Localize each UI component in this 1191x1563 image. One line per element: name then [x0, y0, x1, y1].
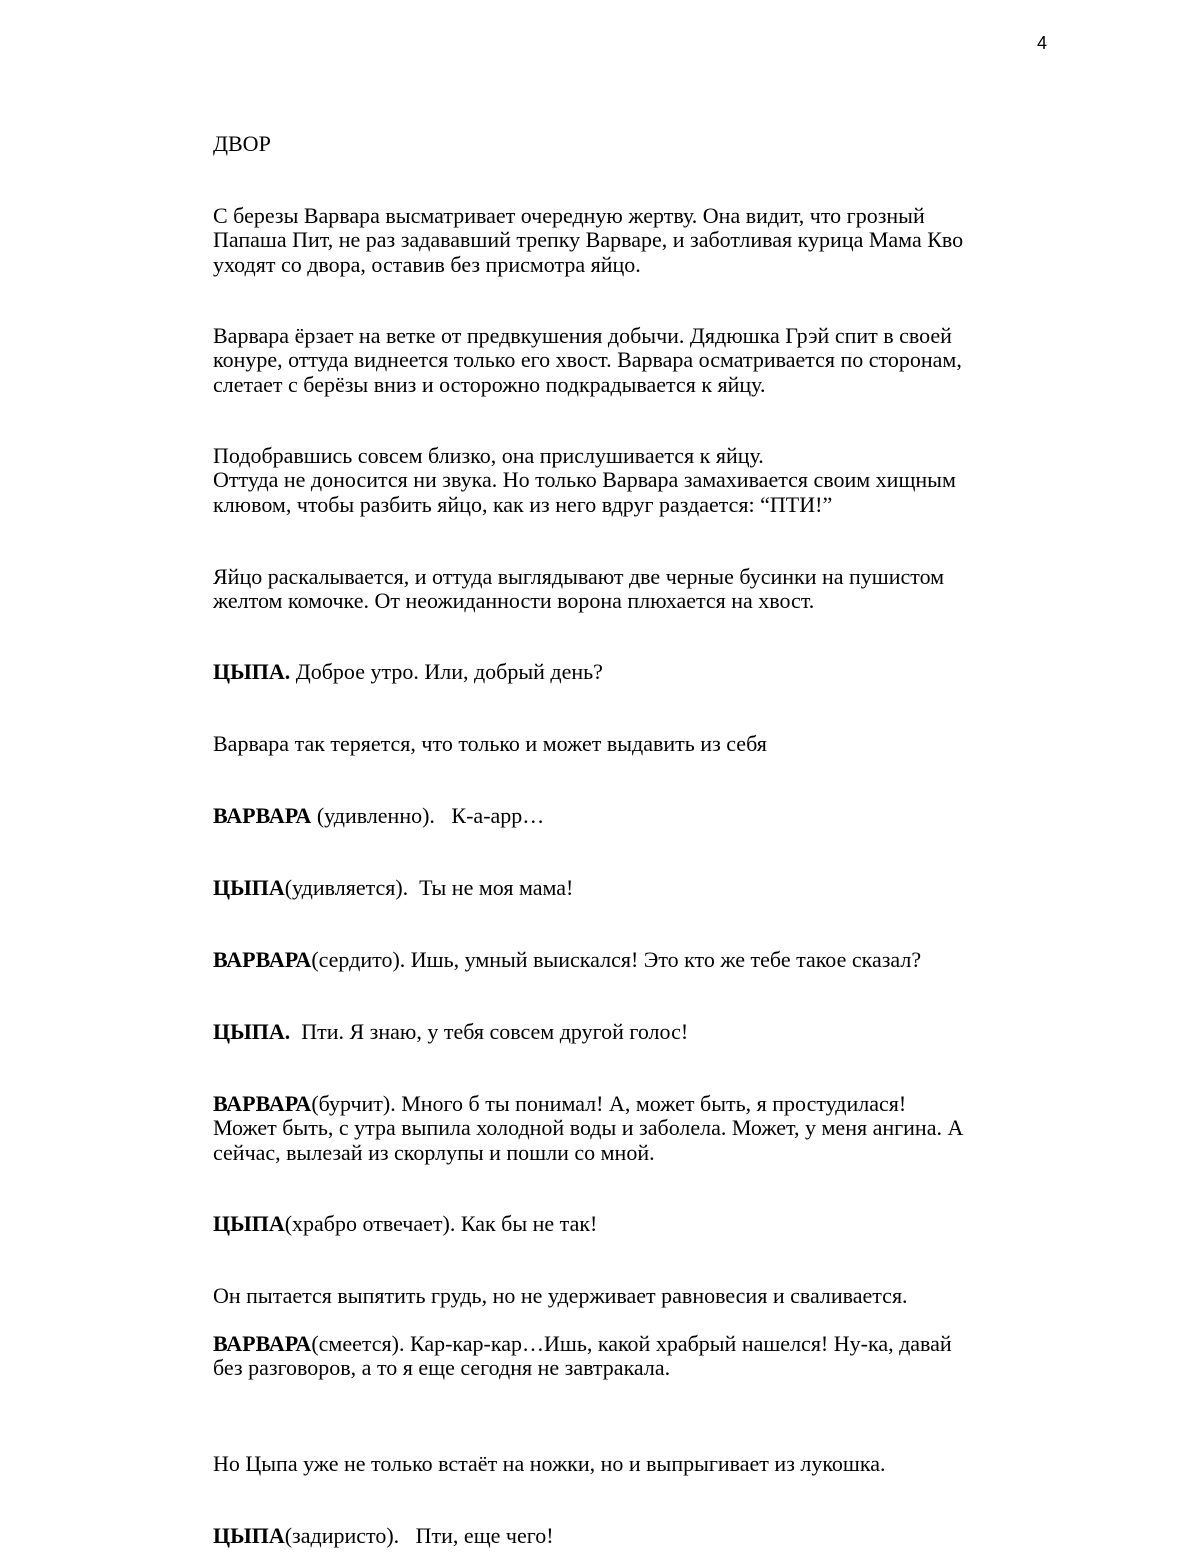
speaker-name: ВАРВАРА: [213, 1091, 312, 1116]
speaker-name: ЦЫПА.: [213, 659, 291, 684]
line-text: желтом комочке. От неожиданности ворона плюхается на хвост.: [213, 588, 815, 614]
text-line: [213, 1332, 952, 1356]
line-text: (храбро отвечает). Как бы не так!: [284, 1211, 598, 1236]
stage-direction: [213, 444, 956, 517]
page-number: 4: [1037, 33, 1048, 53]
line-text: сейчас, вылезай из скорлупы и пошли со мной.: [213, 1139, 655, 1165]
text-line: [213, 1356, 952, 1380]
text-line: [213, 660, 603, 684]
line-text: (сердито). Ишь, умный выискался! Это кто же тебе такое сказал?: [311, 947, 922, 972]
line-text: без разговоров, а то я еще сегодня не завтракала.: [213, 1355, 671, 1381]
dialogue-line: [213, 1212, 597, 1236]
text-line: [213, 373, 962, 397]
text-line: [213, 1284, 908, 1308]
stage-direction: [213, 324, 962, 397]
text-line: [213, 253, 963, 277]
text-line: [213, 732, 767, 756]
line-text: Оттуда не доносится ни звука. Но только Варвара замахивается своим хищным: [213, 467, 956, 493]
speaker-name: ВАРВАРА: [213, 1331, 312, 1356]
line-text: Он пытается выпятить грудь, но не удерживает равновесия и сваливается.: [213, 1283, 908, 1308]
stage-direction: [213, 1284, 908, 1308]
text-line: [213, 1524, 554, 1548]
line-text: слетает с берёзы вниз и осторожно подкрадывается к яйцу.: [213, 371, 766, 397]
text-line: [213, 1092, 963, 1116]
text-line: [213, 876, 573, 900]
text-line: [213, 468, 956, 492]
text-line: [213, 948, 921, 972]
text-line: [213, 1212, 597, 1236]
speaker-name: ВАРВАРА: [213, 947, 312, 972]
line-text: (смеется). Кар-кар-кар…Ишь, какой храбрый нашелся! Ну-ка, давай: [311, 1331, 952, 1356]
line-text: (бурчит). Много б ты понимал! А, может быть, я простудилася!: [311, 1091, 907, 1116]
speaker-name: ЦЫПА: [213, 1211, 285, 1236]
line-text: Яйцо раскалывается, и оттуда выглядывают две черные бусинки на пушистом: [213, 564, 945, 589]
dialogue-line: [213, 804, 544, 828]
line-text: Варвара так теряется, что только и может выдавить из себя: [213, 731, 767, 756]
text-line: [213, 1141, 963, 1165]
text-line: [213, 324, 962, 348]
line-text: (удивляется). Ты не моя мама!: [284, 875, 574, 900]
dialogue-line: [213, 876, 573, 900]
text-line: [213, 1116, 963, 1140]
stage-direction: [213, 732, 767, 756]
dialogue-line: [213, 1332, 952, 1381]
line-text: Но Цыпа уже не только встаёт на ножки, но и выпрыгивает из лукошка.: [213, 1451, 886, 1476]
speaker-name: ЦЫПА: [213, 1523, 285, 1548]
text-line: [213, 348, 962, 372]
dialogue-line: [213, 948, 921, 972]
line-text: Пти. Я знаю, у тебя совсем другой голос!: [290, 1019, 689, 1044]
text-line: [213, 565, 944, 589]
line-text: конуре, оттуда виднеется только его хвост. Варвара осматривается по сторонам,: [213, 347, 962, 373]
speaker-name: ЦЫПА.: [213, 1019, 291, 1044]
stage-direction: [213, 204, 963, 277]
line-text: Варвара ёрзает на ветке от предвкушения добычи. Дядюшка Грэй спит в своей: [213, 323, 952, 348]
text-line: [213, 589, 944, 613]
stage-direction: [213, 565, 944, 614]
text-line: [213, 1452, 886, 1476]
line-text: (задиристо). Пти, еще чего!: [284, 1523, 554, 1548]
line-text: Доброе утро. Или, добрый день?: [290, 659, 603, 684]
text-line: [213, 132, 271, 156]
scene-heading: [213, 132, 271, 156]
dialogue-line: [213, 1020, 688, 1044]
line-text: клювом, чтобы разбить яйцо, как из него вдруг раздается: “ПТИ!”: [213, 491, 833, 517]
text-line: [213, 493, 956, 517]
line-text: (удивленно). К-а-арр…: [311, 803, 545, 828]
text-line: [213, 228, 963, 252]
dialogue-line: [213, 1092, 963, 1165]
text-line: [213, 804, 544, 828]
dialogue-line: [213, 660, 603, 684]
line-text: С березы Варвара высматривает очередную жертву. Она видит, что грозный: [213, 203, 925, 228]
speaker-name: ВАРВАРА: [213, 803, 312, 828]
line-text: Подобравшись совсем близко, она прислушивается к яйцу.: [213, 443, 764, 468]
line-text: ДВОР: [213, 131, 271, 156]
dialogue-line: [213, 1524, 554, 1548]
line-text: уходят со двора, оставив без присмотра яйцо.: [213, 251, 641, 277]
line-text: Папаша Пит, не раз задававший трепку Варваре, и заботливая курица Мама Кво: [213, 227, 964, 253]
speaker-name: ЦЫПА: [213, 875, 285, 900]
stage-direction: [213, 1452, 886, 1476]
text-line: [213, 204, 963, 228]
line-text: Может быть, с утра выпила холодной воды и заболела. Может, у меня ангина. А: [213, 1115, 964, 1141]
text-line: [213, 1020, 688, 1044]
text-line: [213, 444, 956, 468]
